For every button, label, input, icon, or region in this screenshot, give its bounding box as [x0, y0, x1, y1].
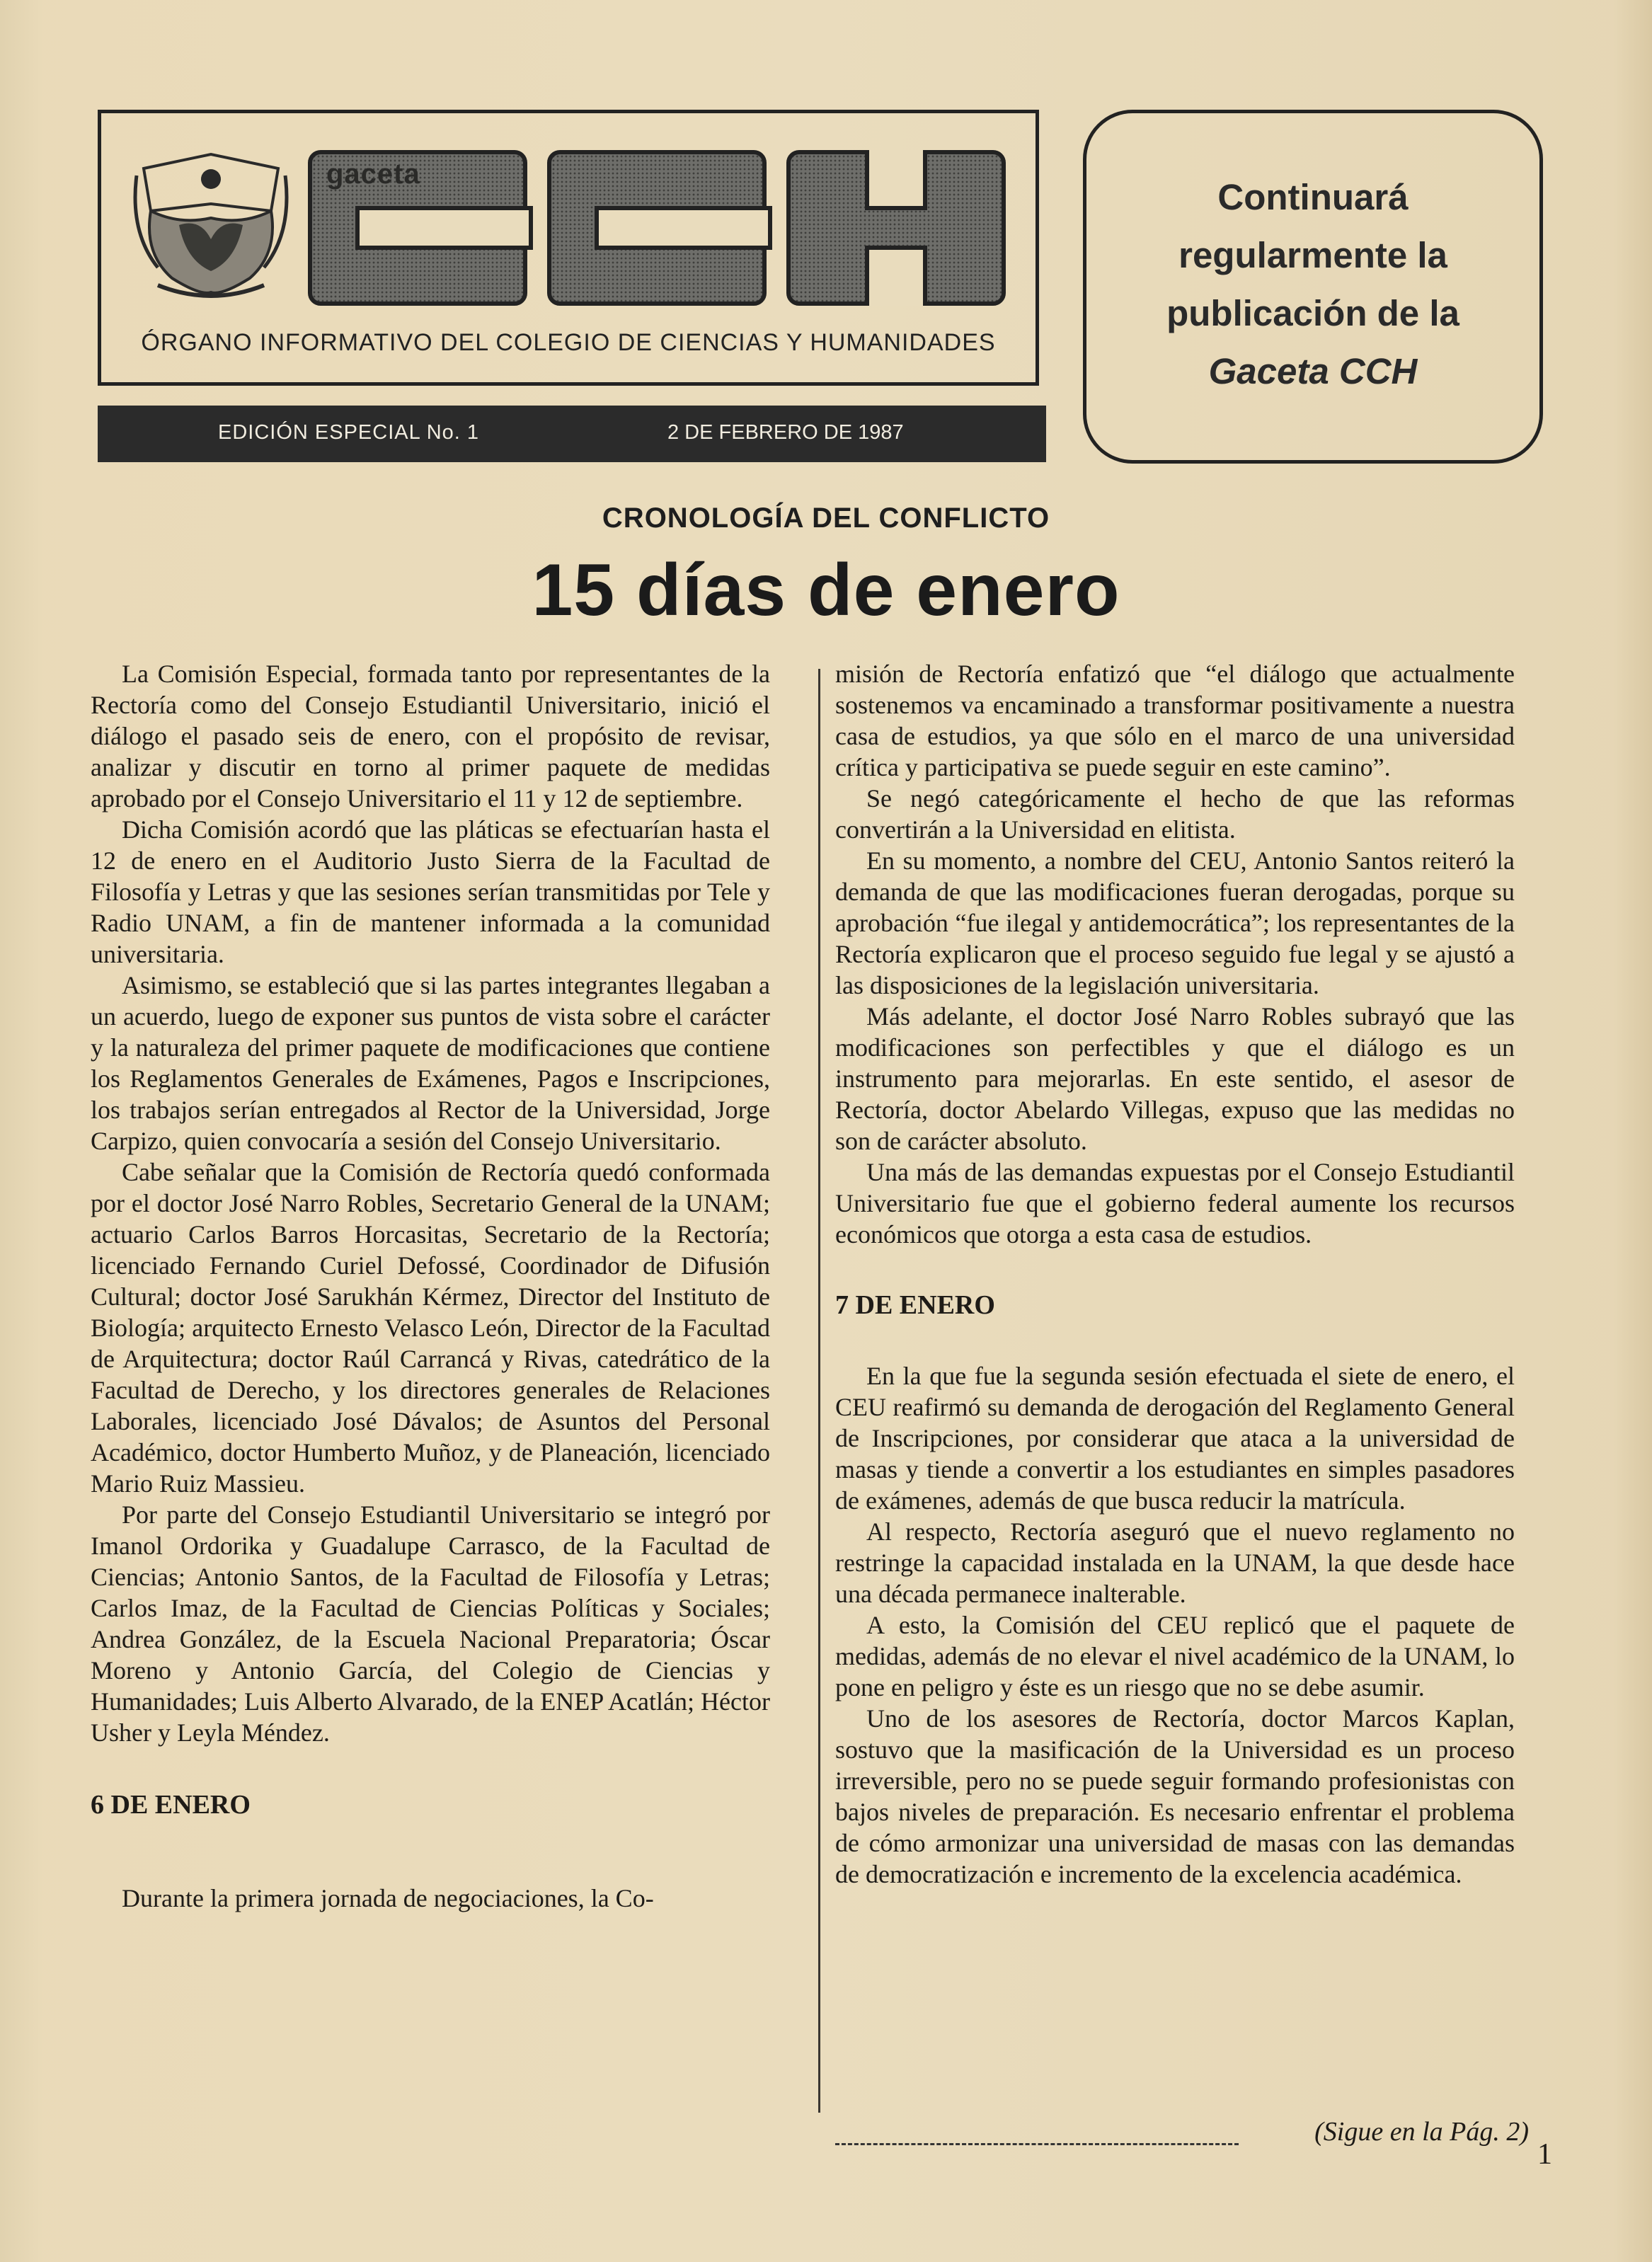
paragraph: Dicha Comisión acordó que las pláticas se efectuarían hasta el 12 de enero en el Auditorio Justo Sierra de la Facultad de Filosofía y Letras y que las sesiones serían transmitidas por Tele y Radio UNAM, a fin de mantener informada a la comunidad universitaria. — [91, 815, 770, 968]
continuation-rule — [835, 2143, 1239, 2145]
paragraph: misión de Rectoría enfatizó que “el diálogo que actualmente sostenemos va encaminado a transformar positivamente a nuestra casa de estudios, ya que sólo en el marco de una universidad crítica y participativa se puede seguir en este camino”. — [835, 660, 1515, 781]
masthead — [98, 110, 1039, 386]
paragraph: Al respecto, Rectoría aseguró que el nuevo reglamento no restringe la capacidad instalada en la UNAM, la que desde hace una década permanece inalterable. — [835, 1517, 1515, 1608]
article-kicker: CRONOLOGÍA DEL CONFLICTO — [602, 503, 1050, 534]
publication-notice — [1083, 110, 1543, 464]
paragraph: Cabe señalar que la Comisión de Rectoría quedó conformada por el doctor José Narro Robles, Secretario General de la UNAM; actuario Carlos Barros Horcasitas, Secretario de la Rectoría; licenciado Fernando Curiel Defossé, Coordinador de Difusión Cultural; doctor José Sarukhán Kérmez, Director del Instituto de Biología; arquitecto Ernesto Velasco León, Director de la Facultad de Arquitectura; doctor Raúl Carrancá y Rivas, catedrático de la Facultad de Derecho, y los directores generales de Relaciones Laborales, licenciado José Dávalos; de Asuntos del Personal Académico, doctor Humberto Muñoz, y de Planeación, licenciado Mario Ruiz Massieu. — [91, 1158, 770, 1498]
logo-word: gaceta — [326, 159, 420, 190]
continuation-note — [835, 2116, 1529, 2152]
paragraph: Por parte del Consejo Estudiantil Universitario se integró por Imanol Ordorika y Guadalupe Carrasco, de la Facultad de Ciencias; Antonio Santos, de la Facultad de Filosofía y Letras; Carlos Imaz, de la Facultad de Ciencias Políticas y Sociales; Andrea González, de la Escuela Nacional Preparatoria; Óscar Moreno y Antonio García, del Colegio de Ciencias y Humanidades; Luis Alberto Alvarado, de la ENEP Acatlán; Héctor Usher y Leyla Méndez. — [91, 1500, 770, 1747]
paragraph: Asimismo, se estableció que si las partes integrantes llegaban a un acuerdo, luego de exponer sus puntos de vista sobre el carácter y la naturaleza del primer paquete de modificaciones que contiene los Reglamentos Generales de Exámenes, Pagos e Inscripciones, los trabajos serían entregados al Rector de la Universidad, Jorge Carpizo, quien convocaría a sesión del Consejo Universitario. — [91, 971, 770, 1155]
page-number: 1 — [1537, 2138, 1552, 2171]
paragraph: La Comisión Especial, formada tanto por representantes de la Rectoría como del Consejo Estudiantil Universitario, inició el diálogo el pasado seis de enero, con el propósito de revisar, analizar y discutir en torno al primer paquete de medidas aprobado por el Consejo Universitario el 11 y 12 de septiembre. — [91, 660, 770, 813]
masthead-subtitle: ÓRGANO INFORMATIVO DEL COLEGIO DE CIENCIAS Y HUMANIDADES — [141, 329, 996, 356]
notice-line-4: Gaceta CCH — [1208, 351, 1418, 391]
paragraph: Una más de las demandas expuestas por el Consejo Estudiantil Universitario fue que el gobierno federal aumente los recursos económicos que otorga a esta casa de estudios. — [835, 1158, 1515, 1248]
section-heading-6-enero: 6 DE ENERO — [91, 1790, 251, 1820]
edition-bar — [98, 406, 1046, 462]
column-divider — [818, 669, 820, 2113]
unam-coat-of-arms-icon — [130, 147, 292, 303]
article-headline: 15 días de enero — [532, 549, 1120, 631]
paragraph: Uno de los asesores de Rectoría, doctor Marcos Kaplan, sostuvo que la masificación de la Universidad es un proceso irreversible, pero no se puede seguir formando profesionistas con bajos niveles de preparación. Es necesario enfrentar el problema de cómo armonizar una universidad de masas con las demandas de democratización e incremento de la excelencia académica. — [835, 1704, 1515, 1888]
section-heading-7-enero: 7 DE ENERO — [835, 1290, 995, 1320]
notice-line-3: publicación de la — [1166, 293, 1459, 333]
paragraph: Más adelante, el doctor José Narro Robles subrayó que las modificaciones son perfectibles y que el diálogo es un instrumento para mejorarlas. En este sentido, el asesor de Rectoría, doctor Abelardo Villegas, expuso que las medidas no son de carácter absoluto. — [835, 1002, 1515, 1155]
paragraph: A esto, la Comisión del CEU replicó que el paquete de medidas, además de no elevar el nivel académico de la UNAM, lo pone en peligro y éste es un riesgo que no se debe asumir. — [835, 1611, 1515, 1701]
article-column-left — [91, 658, 770, 1914]
paragraph: Se negó categóricamente el hecho de que las reformas convertirán a la Universidad en elitista. — [835, 784, 1515, 844]
article-column-right — [835, 658, 1515, 1890]
paragraph: En su momento, a nombre del CEU, Antonio Santos reiteró la demanda de que las modificaciones fueran derogadas, porque su aprobación “fue ilegal y antidemocrática”; los representantes de la Rectoría explicaron que el proceso seguido fue legal y se ajustó a las disposiciones de la legislación universitaria. — [835, 846, 1515, 999]
notice-line-1: Continuará — [1217, 177, 1409, 217]
gaceta-cch-logo — [308, 150, 1009, 306]
logo-letter-cutouts — [308, 150, 1009, 306]
edition-date: 2 DE FEBRERO DE 1987 — [667, 421, 904, 444]
paragraph: Durante la primera jornada de negociaciones, la Co- — [122, 1884, 654, 1912]
paragraph: En la que fue la segunda sesión efectuada el siete de enero, el CEU reafirmó su demanda de derogación del Reglamento General de Inscripciones, por considerar que ataca a la universidad de masas y tiende a convertir a los estudiantes en simples pasadores de exámenes, además de que busca reducir la matrícula. — [835, 1362, 1515, 1515]
continuation-text: (Sigue en la Pág. 2) — [1314, 2117, 1529, 2147]
notice-line-2: regularmente la — [1178, 235, 1447, 275]
edition-label: EDICIÓN ESPECIAL No. 1 — [218, 421, 480, 444]
